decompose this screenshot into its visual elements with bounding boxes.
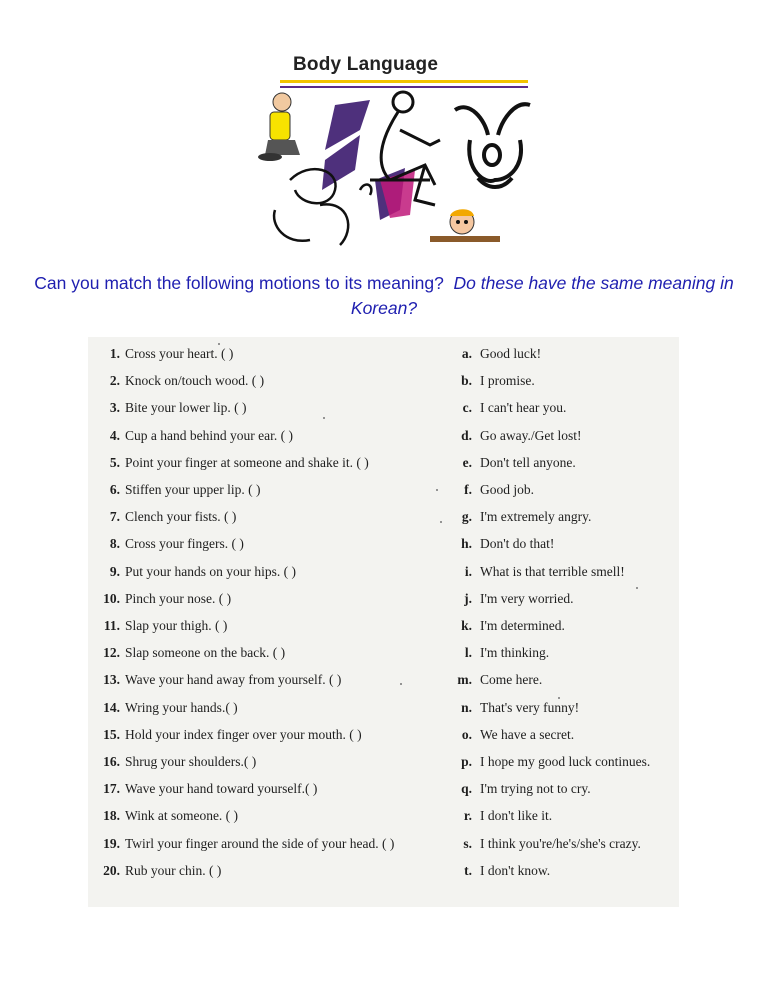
meaning-text: We have a secret. <box>480 726 575 742</box>
matching-row <box>88 672 679 699</box>
motion-number: 9. <box>109 563 120 579</box>
meaning-letter: q. <box>461 781 472 797</box>
matching-row <box>88 645 679 672</box>
motion-number: 18. <box>103 808 120 824</box>
meaning-letter: h. <box>461 536 472 552</box>
motion-text: Shrug your shoulders.( ) <box>125 754 257 769</box>
meaning-letter: d. <box>461 427 472 443</box>
motion-text: Rub your chin. ( ) <box>125 862 222 878</box>
meaning-letter: r. <box>463 808 472 824</box>
matching-row <box>88 346 679 373</box>
meaning-letter: f. <box>464 482 472 497</box>
meaning-text: I'm trying not to cry. <box>480 781 591 797</box>
meaning-letter: e. <box>462 454 472 470</box>
meaning-letter: o. <box>461 726 472 742</box>
meaning-text: Good job. <box>480 482 534 497</box>
matching-row <box>88 428 679 455</box>
motion-text: Hold your index finger over your mouth. ( ) <box>125 726 362 742</box>
motion-text: Cross your heart. ( ) <box>125 346 234 361</box>
motion-number: 15. <box>103 726 120 742</box>
motion-number: 5. <box>109 454 120 470</box>
matching-row <box>88 536 679 563</box>
meaning-letter: n. <box>461 699 472 715</box>
motion-text: Wave your hand away from yourself. ( ) <box>125 672 342 688</box>
instruction-question: Can you match the following motions to its meaning? <box>34 273 444 293</box>
meaning-letter: c. <box>462 400 472 416</box>
matching-row <box>88 373 679 400</box>
meaning-letter: j. <box>464 590 472 606</box>
motion-text: Twirl your finger around the side of your head. ( ) <box>125 835 395 851</box>
meaning-letter: m. <box>457 672 472 688</box>
meaning-text: I'm thinking. <box>480 645 550 661</box>
meaning-text: Good luck! <box>480 346 542 361</box>
matching-row <box>88 808 679 835</box>
motion-text: Put your hands on your hips. ( ) <box>125 563 296 579</box>
motion-number: 10. <box>103 590 120 606</box>
meaning-text: That's very funny! <box>480 699 580 715</box>
motion-number: 13. <box>103 672 120 688</box>
motion-text: Wave your hand toward yourself.( ) <box>125 781 318 797</box>
meaning-text: What is that terrible smell! <box>480 563 625 579</box>
meaning-text: I'm determined. <box>480 618 565 633</box>
meaning-letter: t. <box>464 862 472 878</box>
meaning-letter: a. <box>461 346 472 361</box>
instructions <box>20 271 748 321</box>
meaning-text: I hope my good luck continues. <box>480 754 651 769</box>
meaning-text: Don't tell anyone. <box>480 454 576 470</box>
motion-number: 3. <box>109 400 120 416</box>
instruction-korean-question: Do these have the same meaning in Korean? <box>350 273 734 318</box>
motion-number: 7. <box>109 509 120 525</box>
motion-text: Wring your hands.( ) <box>125 699 238 715</box>
matching-row <box>88 455 679 482</box>
matching-row <box>88 564 679 591</box>
motion-text: Pinch your nose. ( ) <box>125 590 232 606</box>
page-title: Body Language <box>293 54 439 75</box>
meaning-text: I don't know. <box>480 862 551 878</box>
motion-number: 16. <box>103 754 120 769</box>
meaning-letter: l. <box>464 645 472 661</box>
motion-number: 11. <box>103 618 120 633</box>
motion-text: Bite your lower lip. ( ) <box>125 400 247 416</box>
motion-number: 12. <box>103 645 120 661</box>
meaning-text: Don't do that! <box>480 536 555 552</box>
matching-row <box>88 618 679 645</box>
motion-number: 1. <box>109 346 120 361</box>
motion-number: 8. <box>109 536 120 552</box>
motion-number: 20. <box>103 862 120 878</box>
meaning-letter: b. <box>461 373 472 389</box>
matching-row <box>88 700 679 727</box>
matching-worksheet <box>88 337 679 907</box>
motion-number: 17. <box>103 781 120 797</box>
motion-text: Knock on/touch wood. ( ) <box>125 373 265 389</box>
matching-row <box>88 591 679 618</box>
meaning-text: I promise. <box>480 373 535 389</box>
matching-row <box>88 754 679 781</box>
motion-number: 14. <box>103 699 120 715</box>
meaning-text: Come here. <box>480 672 543 688</box>
motion-text: Cup a hand behind your ear. ( ) <box>125 427 293 443</box>
motion-text: Cross your fingers. ( ) <box>125 536 244 552</box>
meaning-text: I don't like it. <box>480 808 553 824</box>
meaning-letter: s. <box>463 835 472 851</box>
motion-text: Wink at someone. ( ) <box>125 808 239 824</box>
motion-text: Slap your thigh. ( ) <box>125 618 228 633</box>
meaning-letter: p. <box>461 754 472 769</box>
meaning-text: I'm extremely angry. <box>480 509 592 525</box>
motion-text: Stiffen your upper lip. ( ) <box>125 482 261 497</box>
meaning-letter: g. <box>461 509 472 525</box>
meaning-letter: i. <box>464 563 472 579</box>
meaning-letter: k. <box>461 618 472 633</box>
matching-row <box>88 863 679 890</box>
meaning-text: I can't hear you. <box>480 400 567 416</box>
motion-number: 2. <box>109 373 120 389</box>
meaning-text: I think you're/he's/she's crazy. <box>480 835 641 851</box>
motion-number: 4. <box>109 427 120 443</box>
matching-row <box>88 836 679 863</box>
matching-row <box>88 781 679 808</box>
meaning-text: Go away./Get lost! <box>480 427 582 443</box>
matching-row <box>88 400 679 427</box>
meaning-text: I'm very worried. <box>480 590 574 606</box>
motion-text: Clench your fists. ( ) <box>125 509 237 525</box>
motion-number: 6. <box>109 482 120 497</box>
motion-number: 19. <box>103 835 120 851</box>
matching-row <box>88 727 679 754</box>
matching-row <box>88 482 679 509</box>
matching-row <box>88 509 679 536</box>
motion-text: Point your finger at someone and shake it. ( ) <box>125 454 369 470</box>
motion-text: Slap someone on the back. ( ) <box>125 645 286 661</box>
